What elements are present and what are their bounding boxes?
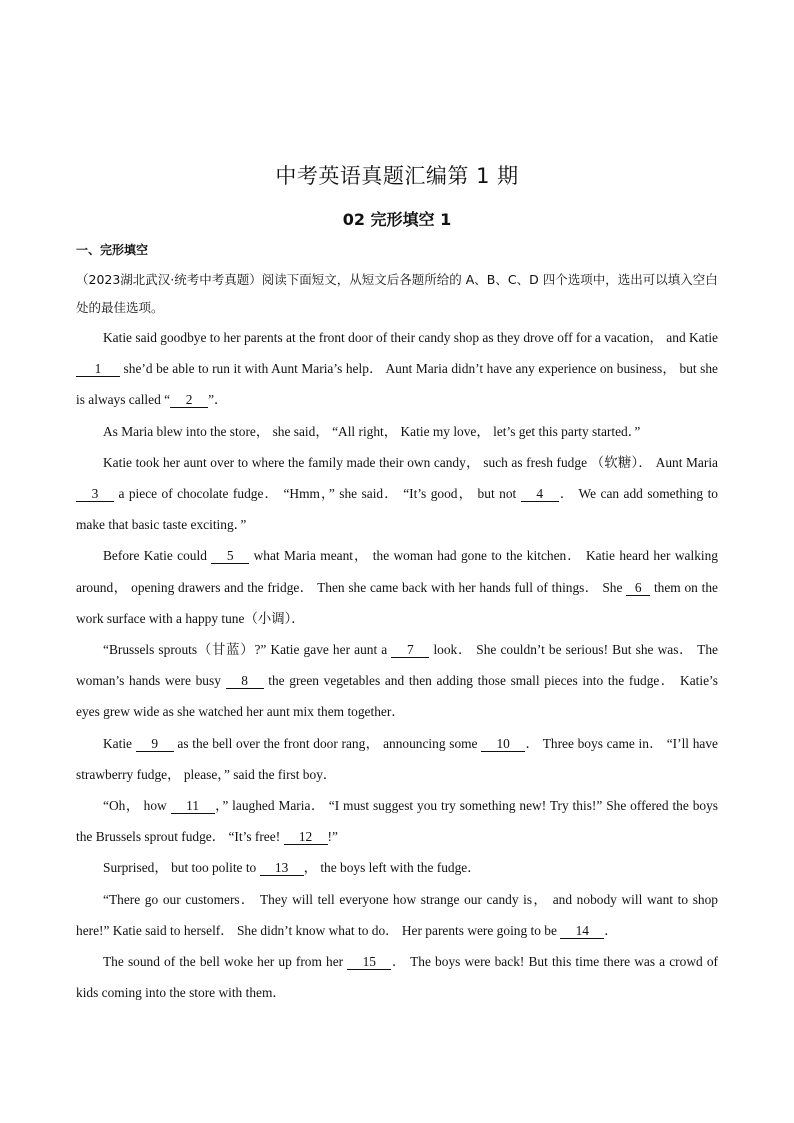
- text: Before Katie could: [103, 548, 212, 564]
- text: Katie took her aunt over to where the family made their own candy， such as fresh fudge （软糖）． Aunt Maria: [103, 454, 718, 470]
- blank-3: 3: [76, 487, 114, 502]
- blank-4: 4: [521, 487, 559, 502]
- text: The sound of the bell woke her up from her: [103, 954, 348, 970]
- page-title: 中考英语真题汇编第 1 期: [275, 164, 519, 188]
- text: Surprised， but too polite to: [103, 860, 260, 876]
- text: “Brussels sprouts（甘蓝）?” Katie gave her aunt a: [103, 642, 392, 658]
- blank-5: 5: [211, 549, 249, 564]
- text: ”．: [208, 392, 228, 408]
- text: !”: [327, 829, 338, 845]
- section-heading: 一、完形填空: [76, 243, 149, 257]
- blank-13: 13: [260, 861, 304, 876]
- paragraph: [76, 447, 718, 541]
- paragraph: [76, 946, 718, 1008]
- paragraph: [76, 634, 718, 728]
- passage: [76, 322, 718, 1008]
- blank-6: 6: [626, 581, 650, 596]
- text: look． She couldn’t be serious! But she was． The woman’s hands were busy: [76, 642, 718, 689]
- paragraph: [76, 884, 718, 946]
- section-instruction: （2023湖北武汉·统考中考真题）阅读下面短文，从短文后各题所给的 A、B、C、D 四个选项中，选出可以填入空白处的最佳选项。: [76, 272, 718, 315]
- paragraph: [76, 728, 718, 790]
- text: she’d be able to run it with Aunt Maria’s help． Aunt Maria didn’t have any experience on business， but she is always called “: [76, 361, 718, 408]
- text: Katie said goodbye to her parents at the front door of their candy shop as they drove off for a vacation， and Katie: [103, 330, 718, 345]
- text: As Maria blew into the store， she said， “All right， Katie my love， let’s get this party started．”: [103, 423, 641, 439]
- page-subtitle: 02 完形填空 1: [342, 210, 452, 229]
- blank-14: 14: [560, 924, 604, 939]
- blank-15: 15: [347, 955, 391, 970]
- text: a piece of chocolate fudge． “Hmm，” she said． “It’s good， but not: [114, 486, 521, 502]
- text: ，” laughed Maria． “I must suggest you try something new! Try this!” She offered the boys the Brussels sprout fudge． “It’s free!: [76, 798, 718, 845]
- text: Katie: [103, 735, 136, 751]
- blank-8: 8: [226, 674, 264, 689]
- blank-7: 7: [391, 643, 429, 658]
- text: as the bell over the front door rang， announcing some: [173, 735, 482, 751]
- blank-1: 1: [76, 362, 120, 377]
- blank-9: 9: [136, 737, 174, 752]
- paragraph: [76, 540, 718, 634]
- blank-11: 11: [171, 799, 215, 814]
- paragraph: [76, 416, 718, 447]
- paragraph: [76, 322, 718, 416]
- paragraph: [76, 852, 718, 883]
- blank-10: 10: [481, 737, 525, 752]
- text: “Oh， how: [103, 798, 171, 814]
- text: the green vegetables and then adding those small pieces into the fudge． Katie’s eyes grew wide as she watched her aunt mix them together．: [76, 673, 718, 720]
- text: ． The boys were back! But this time there was a crowd of kids coming into the store with them．: [76, 954, 718, 1001]
- text: ． We can add something to make that basic taste exciting．”: [76, 486, 718, 533]
- text: what Maria meant， the woman had gone to the kitchen． Katie heard her walking around， opening drawers and the fridge． Then she came back with her hands full of things． She: [76, 548, 719, 595]
- text: ． Three boys came in． “I’ll have strawberry fudge， please，” said the first boy．: [76, 735, 718, 782]
- paragraph: [76, 790, 718, 852]
- blank-2: 2: [170, 393, 208, 408]
- text: ， the boys left with the fudge．: [303, 860, 481, 876]
- text: ．: [604, 922, 618, 938]
- text: them on the work surface with a happy tune（小调）．: [76, 579, 718, 626]
- blank-12: 12: [284, 830, 328, 845]
- text: “There go our customers． They will tell everyone how strange our candy is， and nobody will want to shop here!” Katie said to herself． She didn’t know what to do． Her parents were going to be: [76, 891, 718, 938]
